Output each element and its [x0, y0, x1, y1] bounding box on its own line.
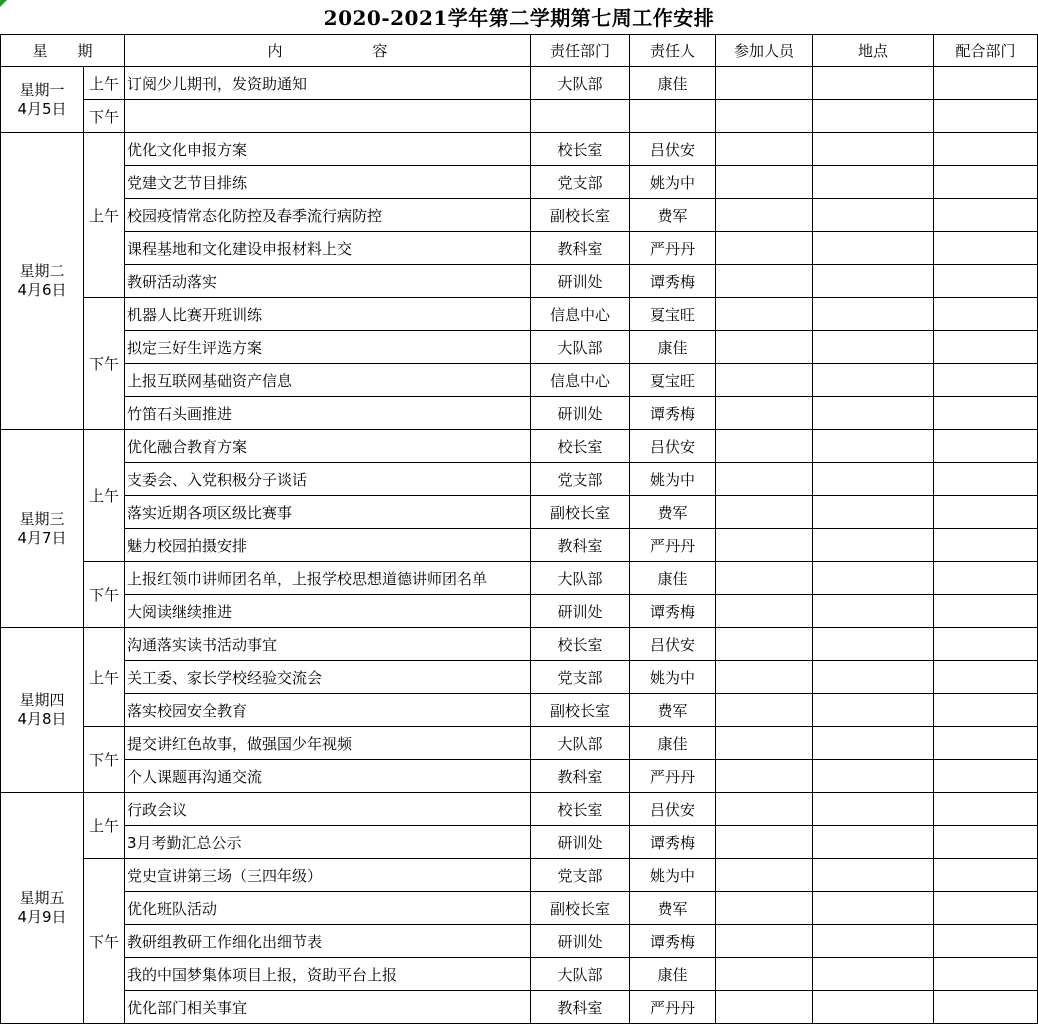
person-cell[interactable]: 费军 — [630, 694, 716, 727]
participants-cell[interactable] — [716, 694, 813, 727]
person-cell[interactable]: 费军 — [630, 496, 716, 529]
coop-cell[interactable] — [934, 265, 1038, 298]
participants-cell[interactable] — [716, 727, 813, 760]
content-cell[interactable]: 教研活动落实 — [125, 265, 531, 298]
coop-cell[interactable] — [934, 826, 1038, 859]
session-cell[interactable]: 上午 — [84, 793, 125, 859]
table-row — [1, 760, 1038, 793]
table-row — [1, 232, 1038, 265]
person-cell[interactable]: 谭秀梅 — [630, 397, 716, 430]
person-cell[interactable]: 严丹丹 — [630, 529, 716, 562]
session-cell[interactable]: 下午 — [84, 298, 125, 430]
table-row — [1, 991, 1038, 1024]
participants-cell[interactable] — [716, 529, 813, 562]
table-row — [1, 694, 1038, 727]
content-cell[interactable]: 上报红领巾讲师团名单，上报学校思想道德讲师团名单 — [125, 562, 531, 595]
table-row — [1, 100, 1038, 133]
session-cell[interactable]: 下午 — [84, 562, 125, 628]
dept-cell[interactable]: 大队部 — [531, 958, 630, 991]
location-cell[interactable] — [813, 364, 934, 397]
coop-cell[interactable] — [934, 958, 1038, 991]
table-row — [1, 166, 1038, 199]
dept-cell[interactable] — [531, 100, 630, 133]
person-cell[interactable]: 吕伏安 — [630, 793, 716, 826]
location-cell[interactable] — [813, 595, 934, 628]
content-cell[interactable]: 3月考勤汇总公示 — [125, 826, 531, 859]
participants-cell[interactable] — [716, 397, 813, 430]
table-row — [1, 892, 1038, 925]
person-cell[interactable] — [630, 100, 716, 133]
table-row — [1, 67, 1038, 100]
coop-cell[interactable] — [934, 166, 1038, 199]
person-cell[interactable]: 吕伏安 — [630, 628, 716, 661]
dept-cell[interactable]: 副校长室 — [531, 199, 630, 232]
dept-cell[interactable]: 教科室 — [531, 232, 630, 265]
location-cell[interactable] — [813, 826, 934, 859]
table-row — [1, 265, 1038, 298]
table-row — [1, 562, 1038, 595]
participants-cell[interactable] — [716, 199, 813, 232]
header-coop: 配合部门 — [934, 35, 1038, 67]
participants-cell[interactable] — [716, 595, 813, 628]
person-cell[interactable]: 姚为中 — [630, 859, 716, 892]
participants-cell[interactable] — [716, 331, 813, 364]
location-cell[interactable] — [813, 166, 934, 199]
participants-cell[interactable] — [716, 364, 813, 397]
coop-cell[interactable] — [934, 595, 1038, 628]
schedule-body — [1, 67, 1038, 1024]
table-row — [1, 628, 1038, 661]
table-row — [1, 661, 1038, 694]
coop-cell[interactable] — [934, 694, 1038, 727]
content-cell[interactable]: 订阅少儿期刊，发资助通知 — [125, 67, 531, 100]
location-cell[interactable] — [813, 265, 934, 298]
header-location: 地点 — [813, 35, 934, 67]
coop-cell[interactable] — [934, 67, 1038, 100]
table-row — [1, 826, 1038, 859]
location-cell[interactable] — [813, 463, 934, 496]
content-cell[interactable] — [125, 100, 531, 133]
day-cell[interactable] — [1, 793, 84, 1024]
location-cell[interactable] — [813, 892, 934, 925]
dept-cell[interactable]: 大队部 — [531, 562, 630, 595]
person-cell[interactable]: 严丹丹 — [630, 232, 716, 265]
coop-cell[interactable] — [934, 430, 1038, 463]
coop-cell[interactable] — [934, 562, 1038, 595]
day-cell[interactable] — [1, 67, 84, 133]
table-row — [1, 727, 1038, 760]
person-cell[interactable]: 康佳 — [630, 331, 716, 364]
coop-cell[interactable] — [934, 925, 1038, 958]
person-cell[interactable]: 康佳 — [630, 727, 716, 760]
participants-cell[interactable] — [716, 958, 813, 991]
location-cell[interactable] — [813, 661, 934, 694]
participants-cell[interactable] — [716, 925, 813, 958]
day-cell[interactable] — [1, 430, 84, 628]
day-name: 星期一 — [19, 80, 65, 99]
location-cell[interactable] — [813, 529, 934, 562]
coop-cell[interactable] — [934, 793, 1038, 826]
day-date: 4月9日 — [17, 908, 67, 926]
coop-cell[interactable] — [934, 232, 1038, 265]
dept-cell[interactable]: 大队部 — [531, 331, 630, 364]
day-date: 4月7日 — [17, 528, 67, 547]
content-cell[interactable]: 校园疫情常态化防控及春季流行病防控 — [125, 199, 531, 232]
day-cell[interactable] — [1, 133, 84, 430]
table-row — [1, 793, 1038, 826]
content-cell[interactable]: 优化文化申报方案 — [125, 133, 531, 166]
content-cell[interactable]: 党史宣讲第三场（三四年级） — [125, 859, 531, 892]
location-cell[interactable] — [813, 859, 934, 892]
dept-cell[interactable]: 副校长室 — [531, 496, 630, 529]
table-row — [1, 958, 1038, 991]
coop-cell[interactable] — [934, 628, 1038, 661]
coop-cell[interactable] — [934, 100, 1038, 133]
location-cell[interactable] — [813, 991, 934, 1024]
location-cell[interactable] — [813, 925, 934, 958]
session-cell[interactable]: 下午 — [84, 859, 125, 1024]
location-cell[interactable] — [813, 298, 934, 331]
participants-cell[interactable] — [716, 232, 813, 265]
header-dept: 责任部门 — [531, 35, 630, 67]
coop-cell[interactable] — [934, 364, 1038, 397]
table-row — [1, 859, 1038, 892]
participants-cell[interactable] — [716, 892, 813, 925]
header-content: 内 容 — [125, 35, 531, 67]
participants-cell[interactable] — [716, 991, 813, 1024]
participants-cell[interactable] — [716, 298, 813, 331]
dept-cell[interactable]: 校长室 — [531, 133, 630, 166]
content-cell[interactable]: 党建文艺节目排练 — [125, 166, 531, 199]
table-row — [1, 463, 1038, 496]
participants-cell[interactable] — [716, 496, 813, 529]
content-cell[interactable]: 落实校园安全教育 — [125, 694, 531, 727]
content-cell[interactable]: 教研组教研工作细化出细节表 — [125, 925, 531, 958]
table-header-row — [1, 35, 1038, 67]
day-name: 星期四 — [19, 691, 65, 709]
person-cell[interactable]: 吕伏安 — [630, 133, 716, 166]
content-cell[interactable]: 竹笛石头画推进 — [125, 397, 531, 430]
dept-cell[interactable]: 教科室 — [531, 760, 630, 793]
participants-cell[interactable] — [716, 760, 813, 793]
table-row — [1, 331, 1038, 364]
table-row — [1, 397, 1038, 430]
content-cell[interactable]: 落实近期各项区级比赛事 — [125, 496, 531, 529]
content-cell[interactable]: 优化部门相关事宜 — [125, 991, 531, 1024]
location-cell[interactable] — [813, 100, 934, 133]
dept-cell[interactable]: 校长室 — [531, 793, 630, 826]
person-cell[interactable]: 康佳 — [630, 67, 716, 100]
participants-cell[interactable] — [716, 826, 813, 859]
session-cell[interactable]: 上午 — [84, 430, 125, 562]
day-date: 4月5日 — [17, 99, 67, 118]
day-name: 星期三 — [19, 509, 65, 528]
coop-cell[interactable] — [934, 727, 1038, 760]
content-cell[interactable]: 课程基地和文化建设申报材料上交 — [125, 232, 531, 265]
dept-cell[interactable]: 党支部 — [531, 859, 630, 892]
dept-cell[interactable]: 校长室 — [531, 430, 630, 463]
person-cell[interactable]: 费军 — [630, 892, 716, 925]
content-cell[interactable]: 行政会议 — [125, 793, 531, 826]
coop-cell[interactable] — [934, 529, 1038, 562]
location-cell[interactable] — [813, 562, 934, 595]
coop-cell[interactable] — [934, 133, 1038, 166]
location-cell[interactable] — [813, 331, 934, 364]
sheet-title: 2020-2021学年第二学期第七周工作安排 — [323, 6, 715, 30]
coop-cell[interactable] — [934, 760, 1038, 793]
content-cell[interactable]: 魅力校园拍摄安排 — [125, 529, 531, 562]
location-cell[interactable] — [813, 133, 934, 166]
location-cell[interactable] — [813, 67, 934, 100]
dept-cell[interactable]: 校长室 — [531, 628, 630, 661]
participants-cell[interactable] — [716, 463, 813, 496]
content-cell[interactable]: 个人课题再沟通交流 — [125, 760, 531, 793]
day-date: 4月6日 — [17, 281, 67, 299]
content-cell[interactable]: 关工委、家长学校经验交流会 — [125, 661, 531, 694]
dept-cell[interactable]: 副校长室 — [531, 892, 630, 925]
location-cell[interactable] — [813, 760, 934, 793]
dept-cell[interactable]: 教科室 — [531, 529, 630, 562]
location-cell[interactable] — [813, 628, 934, 661]
person-cell[interactable]: 谭秀梅 — [630, 265, 716, 298]
person-cell[interactable]: 谭秀梅 — [630, 826, 716, 859]
content-cell[interactable]: 提交讲红色故事，做强国少年视频 — [125, 727, 531, 760]
session-cell[interactable]: 上午 — [84, 628, 125, 727]
content-cell[interactable]: 拟定三好生评选方案 — [125, 331, 531, 364]
coop-cell[interactable] — [934, 298, 1038, 331]
table-row — [1, 496, 1038, 529]
location-cell[interactable] — [813, 793, 934, 826]
participants-cell[interactable] — [716, 166, 813, 199]
dept-cell[interactable]: 党支部 — [531, 166, 630, 199]
table-row — [1, 298, 1038, 331]
location-cell[interactable] — [813, 199, 934, 232]
dept-cell[interactable]: 信息中心 — [531, 364, 630, 397]
participants-cell[interactable] — [716, 562, 813, 595]
content-cell[interactable]: 上报互联网基础资产信息 — [125, 364, 531, 397]
table-row — [1, 199, 1038, 232]
location-cell[interactable] — [813, 397, 934, 430]
dept-cell[interactable]: 研训处 — [531, 265, 630, 298]
content-cell[interactable]: 我的中国梦集体项目上报，资助平台上报 — [125, 958, 531, 991]
dept-cell[interactable]: 信息中心 — [531, 298, 630, 331]
dept-cell[interactable]: 大队部 — [531, 727, 630, 760]
content-cell[interactable]: 优化融合教育方案 — [125, 430, 531, 463]
session-cell[interactable]: 上午 — [84, 133, 125, 298]
header-day: 星 期 — [1, 35, 125, 67]
table-row — [1, 364, 1038, 397]
content-cell[interactable]: 机器人比赛开班训练 — [125, 298, 531, 331]
dept-cell[interactable]: 大队部 — [531, 67, 630, 100]
participants-cell[interactable] — [716, 67, 813, 100]
coop-cell[interactable] — [934, 991, 1038, 1024]
content-cell[interactable]: 支委会、入党积极分子谈话 — [125, 463, 531, 496]
person-cell[interactable]: 姚为中 — [630, 661, 716, 694]
location-cell[interactable] — [813, 496, 934, 529]
location-cell[interactable] — [813, 958, 934, 991]
person-cell[interactable]: 谭秀梅 — [630, 925, 716, 958]
coop-cell[interactable] — [934, 463, 1038, 496]
dept-cell[interactable]: 研训处 — [531, 925, 630, 958]
person-cell[interactable]: 严丹丹 — [630, 760, 716, 793]
coop-cell[interactable] — [934, 397, 1038, 430]
coop-cell[interactable] — [934, 199, 1038, 232]
location-cell[interactable] — [813, 694, 934, 727]
content-cell[interactable]: 大阅读继续推进 — [125, 595, 531, 628]
table-row — [1, 595, 1038, 628]
header-participants: 参加人员 — [716, 35, 813, 67]
dept-cell[interactable]: 研训处 — [531, 595, 630, 628]
table-row — [1, 430, 1038, 463]
content-cell[interactable]: 沟通落实读书活动事宜 — [125, 628, 531, 661]
content-cell[interactable]: 优化班队活动 — [125, 892, 531, 925]
person-cell[interactable]: 康佳 — [630, 958, 716, 991]
location-cell[interactable] — [813, 430, 934, 463]
coop-cell[interactable] — [934, 661, 1038, 694]
participants-cell[interactable] — [716, 100, 813, 133]
dept-cell[interactable]: 党支部 — [531, 463, 630, 496]
table-row — [1, 133, 1038, 166]
dept-cell[interactable]: 研训处 — [531, 397, 630, 430]
coop-cell[interactable] — [934, 496, 1038, 529]
dept-cell[interactable]: 党支部 — [531, 661, 630, 694]
session-cell[interactable]: 下午 — [84, 727, 125, 793]
table-row — [1, 925, 1038, 958]
day-name: 星期二 — [19, 262, 65, 280]
coop-cell[interactable] — [934, 331, 1038, 364]
person-cell[interactable]: 姚为中 — [630, 166, 716, 199]
day-date: 4月8日 — [17, 710, 67, 728]
header-person: 责任人 — [630, 35, 716, 67]
schedule-table — [0, 34, 1038, 1024]
dept-cell[interactable]: 教科室 — [531, 991, 630, 1024]
participants-cell[interactable] — [716, 859, 813, 892]
person-cell[interactable]: 夏宝旺 — [630, 298, 716, 331]
table-row — [1, 529, 1038, 562]
participants-cell[interactable] — [716, 793, 813, 826]
participants-cell[interactable] — [716, 133, 813, 166]
participants-cell[interactable] — [716, 661, 813, 694]
person-cell[interactable]: 康佳 — [630, 562, 716, 595]
location-cell[interactable] — [813, 232, 934, 265]
day-cell[interactable] — [1, 628, 84, 793]
person-cell[interactable]: 费军 — [630, 199, 716, 232]
coop-cell[interactable] — [934, 859, 1038, 892]
participants-cell[interactable] — [716, 628, 813, 661]
dept-cell[interactable]: 研训处 — [531, 826, 630, 859]
participants-cell[interactable] — [716, 430, 813, 463]
person-cell[interactable]: 谭秀梅 — [630, 595, 716, 628]
person-cell[interactable]: 姚为中 — [630, 463, 716, 496]
day-name: 星期五 — [19, 889, 65, 907]
dept-cell[interactable]: 副校长室 — [531, 694, 630, 727]
location-cell[interactable] — [813, 727, 934, 760]
participants-cell[interactable] — [716, 265, 813, 298]
session-cell[interactable]: 下午 — [84, 100, 125, 133]
person-cell[interactable]: 夏宝旺 — [630, 364, 716, 397]
person-cell[interactable]: 吕伏安 — [630, 430, 716, 463]
session-cell[interactable]: 上午 — [84, 67, 125, 100]
person-cell[interactable]: 严丹丹 — [630, 991, 716, 1024]
coop-cell[interactable] — [934, 892, 1038, 925]
